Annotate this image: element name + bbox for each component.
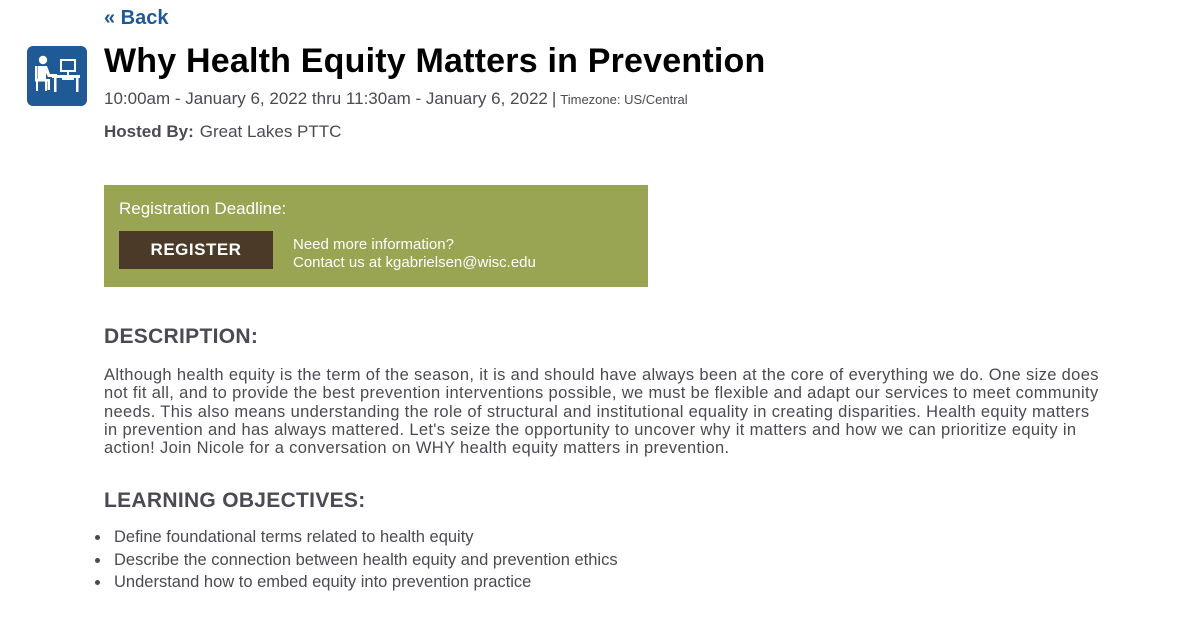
datetime-separator: | [551, 89, 557, 108]
back-link[interactable]: « Back [104, 7, 169, 29]
list-item: Understand how to embed equity into prevention practice [114, 573, 618, 596]
more-info-line: Need more information? [293, 236, 454, 253]
hosted-by-label: Hosted By: [104, 122, 194, 141]
description-heading: DESCRIPTION: [104, 325, 259, 348]
desk-worker-icon [27, 46, 87, 106]
list-item: Define foundational terms related to health equity [114, 528, 618, 551]
more-info [293, 236, 536, 272]
page-title: Why Health Equity Matters in Prevention [104, 42, 766, 80]
learning-objectives-list [114, 528, 618, 596]
timezone-label: Timezone: US/Central [560, 92, 688, 107]
description-text: Although health equity is the term of the season, it is and should have always been at the core of everything we do. One size does not fit all, and to provide the best prevention interventions possible, we must be flexible and adapt our services to meet community needs. This also means understanding the role of structural and institutional equality in creating disparities. Health equity matters in prevention and has always mattered. Let's seize the opportunity to uncover why it matters and how we can prioritize equity in action! Join Nicole for a conversation on WHY health equity matters in prevention. [104, 366, 1099, 458]
registration-panel [104, 185, 648, 287]
datetime-range: 10:00am - January 6, 2022 thru 11:30am - January 6, 2022 [104, 89, 548, 108]
event-datetime [104, 89, 688, 109]
learning-objectives-heading: LEARNING OBJECTIVES: [104, 489, 366, 512]
registration-deadline-label: Registration Deadline: [119, 199, 287, 218]
register-button[interactable]: REGISTER [119, 231, 273, 269]
contact-email-line[interactable]: Contact us at kgabrielsen@wisc.edu [293, 254, 536, 271]
list-item: Describe the connection between health equity and prevention ethics [114, 551, 618, 574]
hosted-by [104, 122, 341, 142]
hosted-by-value: Great Lakes PTTC [199, 122, 342, 141]
